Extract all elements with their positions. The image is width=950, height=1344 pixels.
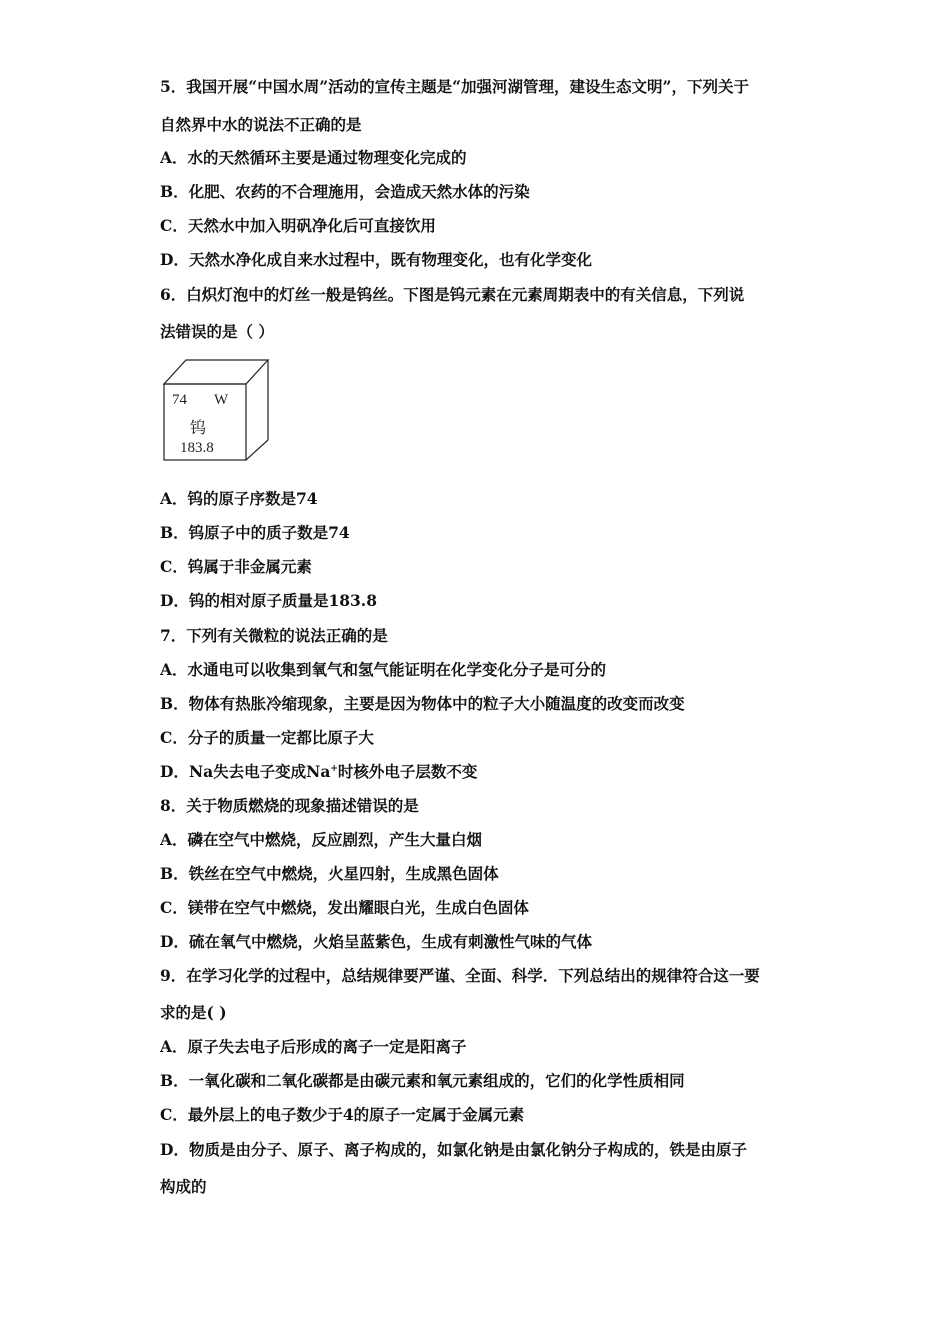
q7-option-d-superscript: + [330, 763, 338, 774]
q7-option-a: A．水通电可以收集到氧气和氢气能证明在化学变化分子是可分的 [160, 660, 607, 679]
q7-stem: 7．下列有关微粒的说法正确的是 [160, 626, 388, 645]
element-symbol: W [214, 392, 229, 408]
tungsten-element-card [160, 356, 272, 464]
q5-option-b: B．化肥、农药的不合理施用，会造成天然水体的污染 [160, 182, 530, 201]
q6-option-b: B．钨原子中的质子数是74 [160, 523, 350, 542]
q8-option-c: C．镁带在空气中燃烧，发出耀眼白光，生成白色固体 [160, 898, 529, 917]
q9-stem-line1: 9．在学习化学的过程中，总结规律要严谨、全面、科学．下列总结出的规律符合这一要 [160, 966, 760, 985]
q6-stem-line2: 法错误的是（ ） [160, 322, 274, 341]
q7-option-d [160, 762, 477, 782]
q7-option-c: C．分子的质量一定都比原子大 [160, 728, 374, 747]
q5-option-a: A．水的天然循环主要是通过物理变化完成的 [160, 148, 467, 167]
q6-stem-line1: 6．白炽灯泡中的灯丝一般是钨丝。下图是钨元素在元素周期表中的有关信息，下列说 [160, 285, 745, 304]
q9-option-d-line2: 构成的 [160, 1177, 207, 1196]
element-name: 钨 [190, 418, 207, 437]
q9-option-a: A．原子失去电子后形成的离子一定是阳离子 [160, 1037, 467, 1056]
q9-option-b: B．一氧化碳和二氧化碳都是由碳元素和氧元素组成的，它们的化学性质相同 [160, 1071, 685, 1090]
q9-option-d-line1: D．物质是由分子、原子、离子构成的，如氯化钠是由氯化钠分子构成的，铁是由原子 [160, 1140, 747, 1159]
q9-option-c: C．最外层上的电子数少于4的原子一定属于金属元素 [160, 1105, 525, 1124]
q7-option-b: B．物体有热胀冷缩现象，主要是因为物体中的粒子大小随温度的改变而改变 [160, 694, 685, 713]
q5-option-d: D．天然水净化成自来水过程中，既有物理变化，也有化学变化 [160, 250, 592, 269]
q8-option-d: D．硫在氧气中燃烧，火焰呈蓝紫色，生成有刺激性气味的气体 [160, 932, 592, 951]
q5-stem-line2: 自然界中水的说法不正确的是 [160, 115, 362, 134]
q5-stem-line1: 5．我国开展“中国水周”活动的宣传主题是“加强河湖管理，建设生态文明”，下列关于 [160, 77, 749, 96]
atomic-mass: 183.8 [180, 440, 214, 456]
q5-option-c: C．天然水中加入明矾净化后可直接饮用 [160, 216, 436, 235]
q6-option-d: D．钨的相对原子质量是183.8 [160, 591, 377, 610]
q9-stem-line2: 求的是( ) [160, 1003, 227, 1022]
atomic-number: 74 [172, 392, 187, 408]
q6-option-c: C．钨属于非金属元素 [160, 557, 312, 576]
q7-option-d-text: D．Na失去电子变成Na [160, 762, 331, 781]
element-cube-icon [160, 356, 272, 464]
q8-stem: 8．关于物质燃烧的现象描述错误的是 [160, 796, 419, 815]
q7-option-d-text-end: 时核外电子层数不变 [337, 762, 478, 781]
q6-option-a: A．钨的原子序数是74 [160, 489, 318, 508]
q8-option-b: B．铁丝在空气中燃烧，火星四射，生成黑色固体 [160, 864, 499, 883]
q8-option-a: A．磷在空气中燃烧，反应剧烈，产生大量白烟 [160, 830, 483, 849]
